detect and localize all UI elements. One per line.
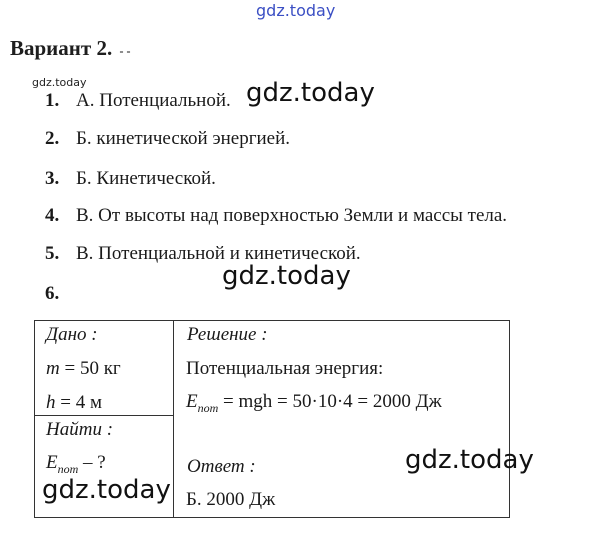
find-energy [46,452,106,477]
energy-variable: E [46,452,58,473]
answer-number: 3. [45,168,60,189]
variant-dots: - - [119,44,131,58]
variant-heading [10,36,130,61]
formula-energy-subscript: пот [197,400,219,415]
given-mass [46,358,121,380]
answer-text: В. От высоты над поверхностью Земли и массы тела. [76,205,508,226]
height-value: = 4 м [55,392,102,413]
watermark-small: gdz.today [32,76,87,89]
solution-text: Потенциальная энергия: [186,358,384,379]
answer-text: А. Потенциальной. [76,90,231,111]
answer-text: Б. кинетической энергией. [76,128,291,149]
answer-number: 4. [45,205,60,226]
answer-text: Б. Кинетической. [76,168,216,189]
answer-number: 1. [45,90,60,111]
answer-number: 6. [45,283,60,304]
formula-energy-variable: E [186,391,198,412]
watermark-top: gdz.today [256,1,336,20]
answer-number: 2. [45,128,60,149]
watermark-big-1: gdz.today [246,78,375,108]
find-label: Найти : [46,419,114,440]
mass-value: = 50 кг [59,358,121,379]
given-label: Дано : [46,324,98,345]
answer-text: Б. 2000 Дж [186,489,276,510]
energy-subscript: пот [57,461,79,476]
answer-number: 5. [45,243,60,264]
solution-label: Решение : [187,324,268,345]
answer-text: В. Потенциальной и кинетической. [76,243,361,264]
variant-title: Вариант 2. [10,36,113,60]
formula-equation: = mgh = 50·10·4 = 2000 Дж [218,391,442,412]
answer-label: Ответ : [187,456,256,477]
watermark-big-4: gdz.today [42,475,171,505]
solution-formula [186,391,442,416]
watermark-big-2: gdz.today [222,261,351,291]
mass-variable: m [46,358,60,379]
energy-find-tail: – ? [78,452,106,473]
watermark-big-3: gdz.today [405,445,534,475]
given-height [46,392,102,414]
table-divider-vertical [173,320,174,518]
table-divider-horizontal [34,415,174,416]
height-variable: h [46,392,56,413]
